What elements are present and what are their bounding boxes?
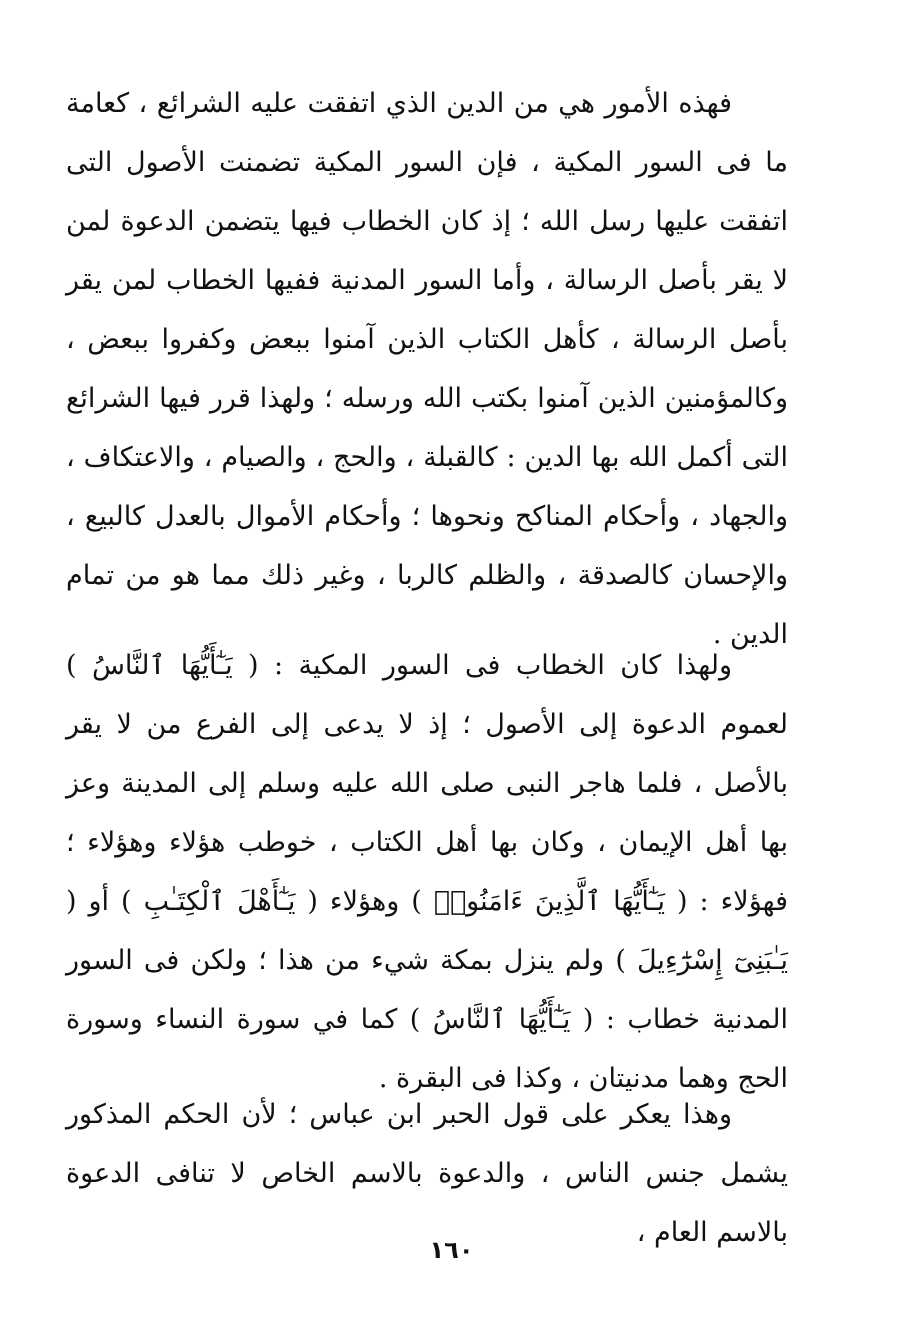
paragraph-2 [66,636,788,1108]
paragraph-text: فهذه الأمور هي من الدين الذي اتفقت عليه الشرائع ، كعامة ما فى السور المكية ، فإن السور المكية تضمنت الأصول التى اتفقت عليها رسل الله ؛ إذ كان الخطاب فيها يتضمن الدعوة لمن لا يقر بأصل الرسالة ، وأما السور المدنية ففيها الخطاب لمن يقر بأصل الرسالة ، كأهل الكتاب الذين آمنوا ببعض وكفروا ببعض ، وكالمؤمنين الذين آمنوا بكتب الله ورسله ؛ ولهذا قرر فيها الشرائع التى أكمل الله بها الدين : كالقبلة ، والحج ، والصيام ، والاعتكاف ، والجهاد ، وأحكام المناكح ونحوها ؛ وأحكام الأموال بالعدل كالبيع ، والإحسان كالصدقة ، والظلم كالربا ، وغير ذلك مما هو من تمام الدين . [66,88,789,650]
page-number: ١٦٠ [429,1236,474,1264]
paragraph-1 [66,74,788,664]
paragraph-text: وهذا يعكر على قول الحبر ابن عباس ؛ لأن الحكم المذكور يشمل جنس الناس ، والدعوة بالاسم الخاص لا تنافى الدعوة بالاسم العام ، [66,1099,788,1248]
paragraph-text: ولهذا كان الخطاب فى السور المكية : ( يَـٰٓأَيُّهَا ٱلنَّاسُ ) لعموم الدعوة إلى الأصول ؛ إذ لا يدعى إلى الفرع من لا يقر بالأصل ، فلما هاجر النبى صلى الله عليه وسلم إلى المدينة وعز بها أهل الإيمان ، وكان بها أهل الكتاب ، خوطب هؤلاء وهؤلاء ؛ فهؤلاء : ( يَـٰٓأَيُّهَا ٱلَّذِينَ ءَامَنُوا۟ ) وهؤلاء ( يَـٰٓأَهْلَ ٱلْكِتَـٰبِ ) أو ( يَـٰبَنِىٓ إِسْرَٰٓءِيلَ ) ولم ينزل بمكة شيء من هذا ؛ ولكن فى السور المدنية خطاب : ( يَـٰٓأَيُّهَا ٱلنَّاسُ ) كما في سورة النساء وسورة الحج وهما مدنيتان ، وكذا فى البقرة . [66,650,788,1094]
